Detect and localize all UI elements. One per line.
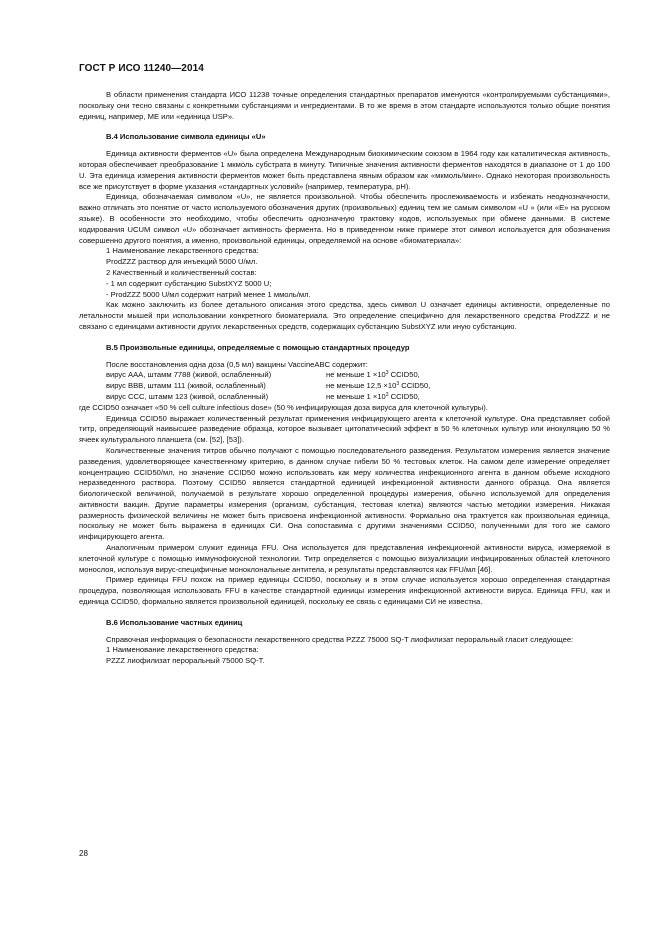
- paragraph: Пример единицы FFU похож на пример единицы CCID50, поскольку и в этом случае используется хорошо определенная стандартная процедура, позволяющая использовать FFU в качестве стандартной единицы измерения инфекционной активности вируса. Единица FFU, как и единица CCID50, формально является произвольной единицей, поскольку ее связь с единицами СИ не известна.: [79, 575, 610, 607]
- document-body: [79, 90, 610, 667]
- document-header: ГОСТ Р ИСО 11240—2014: [79, 63, 204, 74]
- virus-row: [79, 392, 610, 403]
- virus-name: вирус BBB, штамм 111 (живой, ослабленный): [106, 381, 266, 391]
- virus-name: вирус CCC, штамм 123 (живой, ослабленный): [106, 391, 269, 401]
- section-heading-b6: В.6 Использование частных единиц: [106, 617, 243, 627]
- example-line: ProdZZZ раствор для инъекций 5000 U/мл.: [106, 257, 258, 267]
- example-line: - 1 мл содержит субстанцию SubstXYZ 5000 U;: [106, 278, 272, 288]
- paragraph: Аналогичным примером служит единица FFU. Она используется для представления инфекционной активности вируса, измеряемой в клеточной культуре с помощью иммунофокусной технологии. Титр определяется с помощью визуализации инфицированных областей клеточного монослоя, используя вирус-специфичные моноклональные антитела, и результаты представляются как FFU/мл [46].: [79, 543, 610, 574]
- paragraph: Количественные значения титров обычно получают с помощью последовательного разведения. Результатом измерения является значение разведения, удовлетворяющее качественному критерию, в данном случае гибели 50 % тестовых клеток. На самом деле измерение определяет концентрацию CCID50/мл, но значение CCID50 можно использовать как меру количества инфекционного агента в данном объеме исходного неразведенного раствора. Поэтому CCID50 является стандартной единицей инфекционной активности данного образца. Она является биологической величиной, получаемой в результате хорошо определенной процедуры измерения, обычно используемой для определения активности вакцин. Другие параметры измерения (организм, субстанция, тестовая клетка) являются частью методики измерения. Никакая размерность физической величины не может быть присвоена инфекционной активности. Формально она трактуется как произвольная единица, поскольку не может быть выражена в единицах СИ. Она сопоставима с другими значениями CCID50, полученными для того же самого инфицирующего агента.: [79, 445, 610, 542]
- example-line: 1 Наименование лекарственного средства:: [106, 246, 259, 256]
- virus-dose: не меньше $1 \times 10^3$ CCID50,: [326, 370, 420, 380]
- paragraph: Как можно заключить из более детального описания этого средства, здесь символ U означает единицы активности, определенные по летальности мышей при использовании конкретного биоматериала. Это определение специфично для лекарственного средства ProdZZZ и не связано с единицами активности других лекарственных средств, содержащих субстанцию SubstXYZ или иную субстанцию.: [79, 300, 610, 331]
- page-number: 28: [79, 849, 88, 858]
- virus-row: [79, 370, 610, 381]
- virus-dose: не меньше $1 \times 10^3$ CCID50,: [326, 391, 420, 401]
- example-line: 1 Наименование лекарственного средства:: [106, 645, 259, 655]
- paragraph: Единица, обозначаемая символом «U», не является произвольной. Чтобы обеспечить прослеживаемость и избежать неоднозначности, важно отличать это понятие от часто используемого обозначения других (произвольных) единиц тем же самым символом «U » (или «Е» на русском языке). В особенности это необходимо, чтобы обеспечить однозначную трактовку кодов, используемых при обмене данными. В системе кодирования UCUM символ «U» обозначает активность фермента. Но в приведенном ниже примере этот символ используется для обозначения совершенно другого понятия, а именно, произвольной единицы, определяемой на основе «биоматериала»:: [79, 192, 610, 245]
- virus-name: вирус AAA, штамм 7788 (живой, ослабленный): [106, 370, 272, 380]
- ccid50-definition: где CCID50 означает «50 % cell culture infectious dose» (50 % инфицирующая доза вируса для клеточной культуры).: [79, 402, 488, 412]
- example-line: - ProdZZZ 5000 U/мл содержит натрий менее 1 ммоль/мл.: [106, 289, 311, 299]
- paragraph: Справочная информация о безопасности лекарственного средства PZZZ 75000 SQ-T лиофилизат пероральный гласит следующее:: [106, 634, 574, 644]
- section-heading-b4: В.4 Использование символа единицы «U»: [106, 132, 266, 142]
- paragraph: Единица CCID50 выражает количественный результат применения инфицирующего агента к клеточной культуре. Она представляет собой титр, определяющий наивысшее разведение образца, которое вызывает цитопатический эффект в 50 % клеточных культур или инокуляцию 50 % ячеек культурального планшета (см. [52], [53]).: [79, 413, 610, 445]
- example-line: 2 Качественный и количественный состав:: [106, 267, 257, 277]
- paragraph: В области применения стандарта ИСО 11238 точные определения стандартных препаратов именуются «контролируемыми субстанциями», поскольку они тесно связаны с конкретными субстанциями и ингредиентами. В то же время в этом стандарте используются только общие понятия единиц, например, МЕ или «единица USP».: [79, 90, 610, 121]
- paragraph: Единица активности ферментов «U» была определена Международным биохимическим союзом в 1964 году как каталитическая активность, которая обеспечивает преобразование 1 мкмоль субстрата в минуту. Типичные значения активности ферментов находятся в диапазоне от 1 до 100 U. Эта единица измерения активности ферментов может быть представлена явным образом как «мкмоль/мин». Однако некоторая произвольность все же присутствует в форме указания «стандартных условий» (например, температура, pH).: [79, 149, 610, 191]
- vaccine-intro: После восстановления одна доза (0,5 мл) вакцины VaccineABC содержит:: [106, 359, 368, 369]
- section-heading-b5: В.5 Произвольные единицы, определяемые с помощью стандартных процедур: [106, 342, 410, 352]
- example-line: PZZZ лиофилизат пероральный 75000 SQ-T.: [106, 656, 265, 666]
- virus-row: [79, 381, 610, 392]
- virus-dose: не меньше $12,5 \times 10^3$ CCID50,: [326, 381, 431, 391]
